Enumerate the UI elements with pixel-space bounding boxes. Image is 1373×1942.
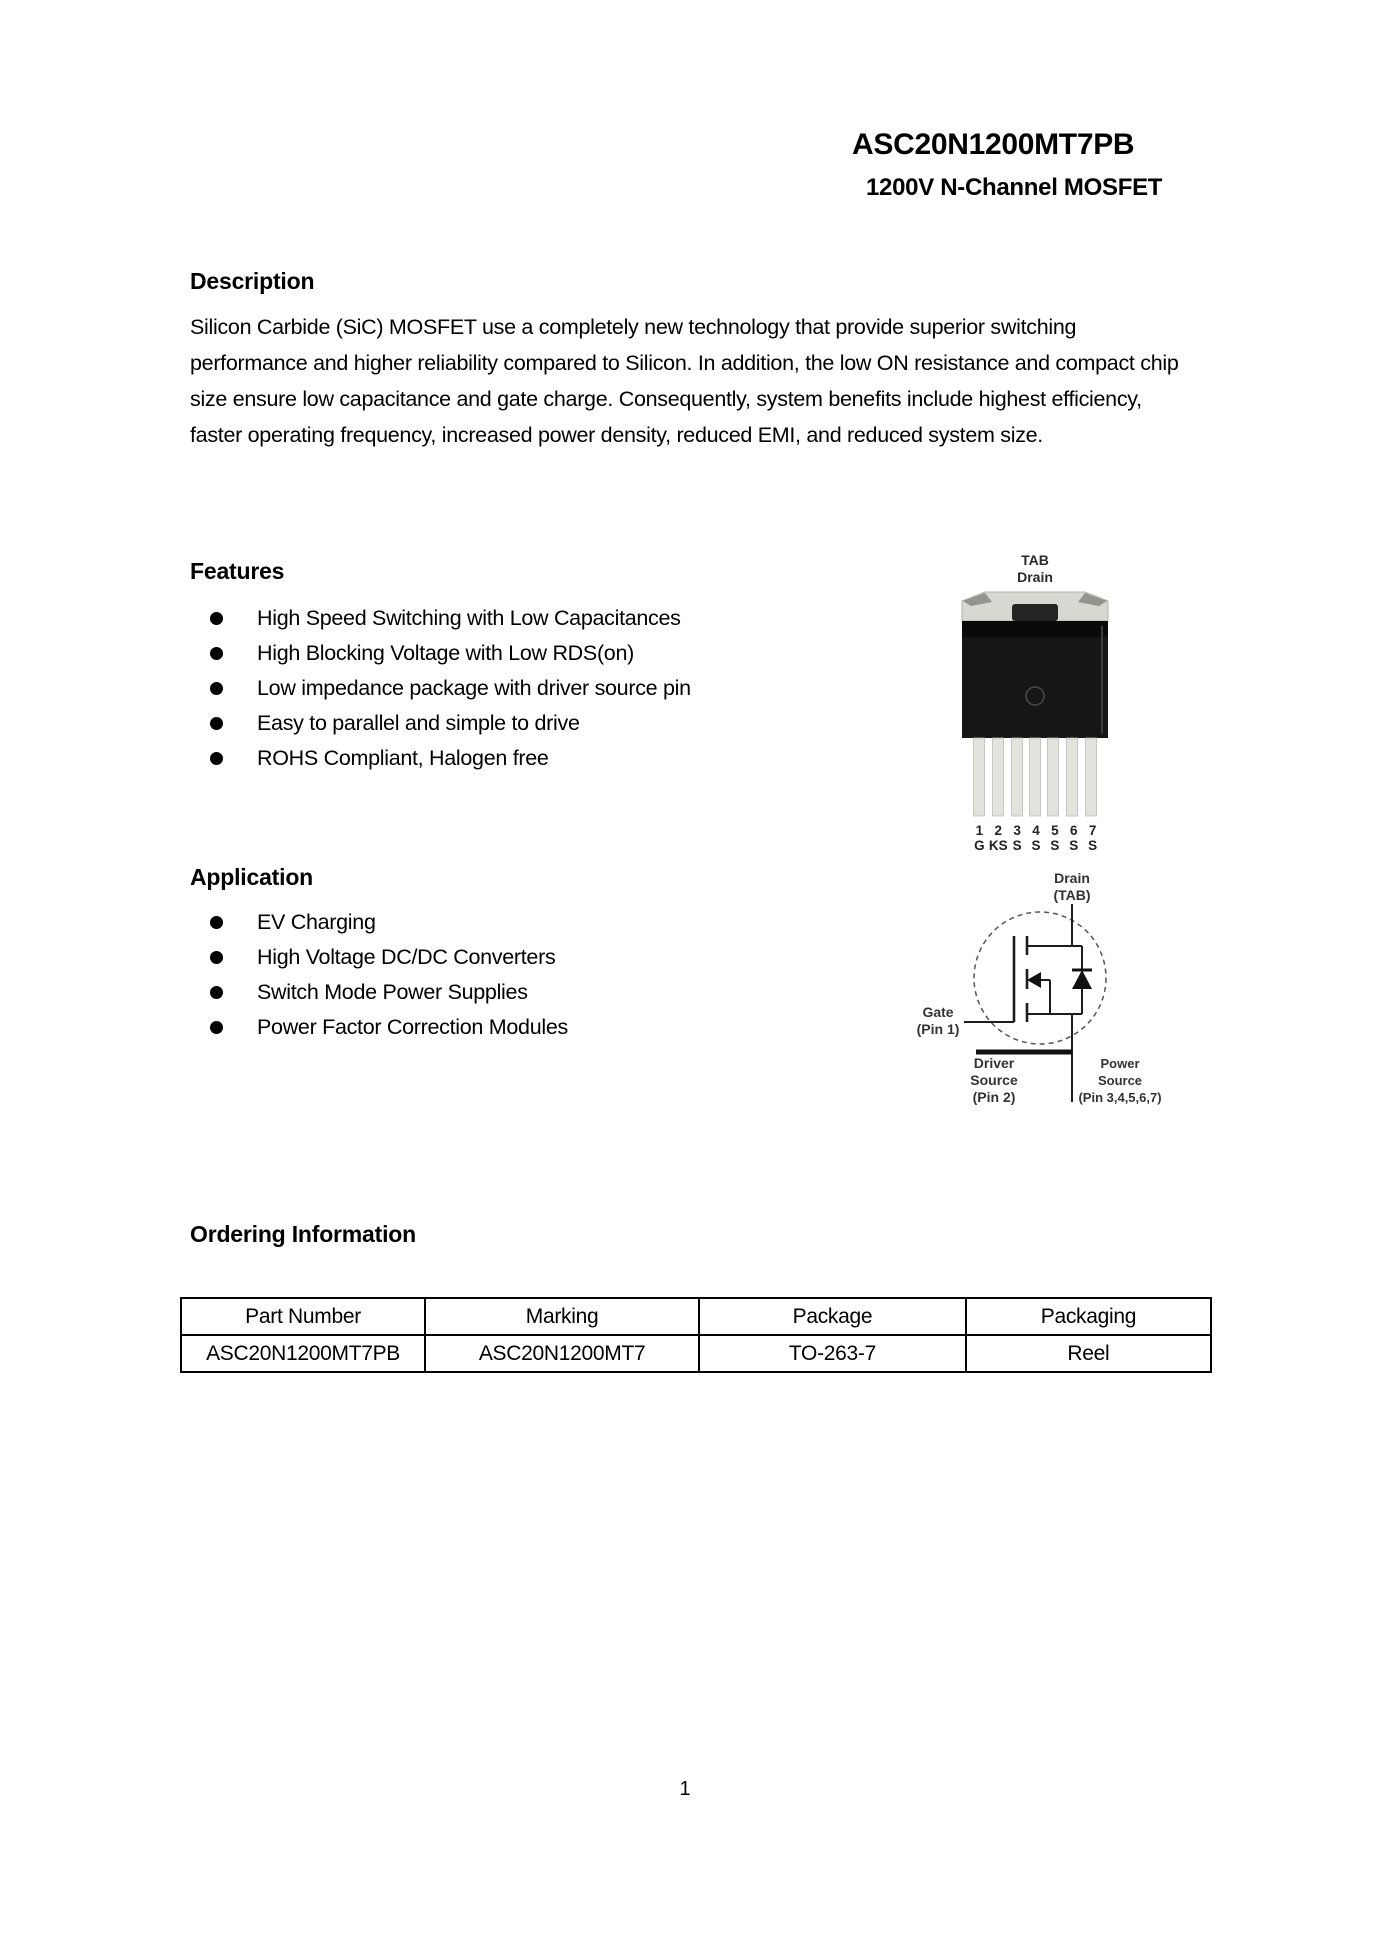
device-subtitle: 1200V N-Channel MOSFET [866,174,1163,201]
feature-list-item [210,606,691,630]
pin-label [989,823,1008,853]
section-heading-application: Application [190,864,314,890]
table-cell: ASC20N1200MT7 [425,1335,699,1372]
feature-text: ROHS Compliant, Halogen free [257,745,549,770]
package-drain-label: Drain [1017,569,1053,585]
page-number: 1 [679,1778,691,1800]
pin-name: S [1088,838,1098,853]
application-list-item [210,910,568,934]
table-cell: ASC20N1200MT7PB [181,1335,425,1372]
table-header-row [181,1298,1211,1335]
table-row [181,1335,1211,1372]
gate-pin-label [908,1004,968,1038]
description-paragraph: Silicon Carbide (SiC) MOSFET use a completely new technology that provide superior switching performance and higher reliability compared to Silicon. In addition, the low ON resistance and compact chip size ensure low capacitance and gate charge. Consequently, system benefits include highest efficiency, faster operating frequency, increased power density, reduced EMI, and reduced system size. [190,315,1179,447]
application-text: High Voltage DC/DC Converters [257,944,556,969]
part-number-title: ASC20N1200MT7PB [852,128,1135,161]
label-line: Source [1097,1073,1143,1088]
pin-number: 7 [1088,823,1097,838]
column-header: Part Number [181,1298,425,1335]
label-line: Power [1100,1056,1140,1071]
label-line: Source [970,1072,1018,1088]
bullet-icon [210,752,223,765]
pin-label [970,823,989,853]
application-text: Switch Mode Power Supplies [257,979,528,1004]
bullet-icon [210,682,223,695]
table-cell: Reel [966,1335,1211,1372]
mosfet-circuit-diagram [900,858,1180,1116]
feature-list-item [210,676,691,700]
feature-text: Easy to parallel and simple to drive [257,710,580,735]
label-line: (Pin 1) [916,1021,960,1037]
pin-name: S [1050,838,1060,853]
feature-text: High Speed Switching with Low Capacitances [257,605,681,630]
bullet-icon [210,647,223,660]
section-heading-features: Features [190,558,285,584]
pin-label [1045,823,1064,853]
section-heading-ordering: Ordering Information [190,1221,417,1247]
to-263-7-package-image [950,552,1120,853]
power-source-label [1070,1055,1170,1106]
pin-number: 5 [1051,823,1059,838]
application-text: EV Charging [257,909,376,934]
pin-labels-row [970,823,1102,853]
drain-tab-label [1037,870,1107,904]
section-heading-description: Description [190,268,315,294]
column-header: Package [699,1298,966,1335]
bullet-icon [210,951,223,964]
bullet-icon [210,1021,223,1034]
table-cell: TO-263-7 [699,1335,966,1372]
pin-label [1064,823,1083,853]
feature-list-item [210,711,691,735]
bullet-icon [210,717,223,730]
application-list-item [210,980,568,1004]
package-tab-label: TAB [1021,552,1049,568]
pin-name: S [1069,838,1079,853]
pin-label [1083,823,1102,853]
label-line: (TAB) [1053,887,1091,903]
label-line: (Pin 3,4,5,6,7) [1078,1090,1162,1105]
pin-number: 2 [994,823,1003,838]
pin-name: KS [988,838,1008,853]
bullet-icon [210,986,223,999]
application-list-item [210,1015,568,1039]
bullet-icon [210,612,223,625]
application-text: Power Factor Correction Modules [257,1014,568,1039]
feature-text: High Blocking Voltage with Low RDS(on) [257,640,634,665]
label-line: Drain [1054,870,1090,886]
features-list [210,606,691,781]
package-drawing [950,590,1120,820]
pin-number: 6 [1069,823,1078,838]
driver-source-label [950,1055,1038,1106]
pin-label [1027,823,1046,853]
application-list-item [210,945,568,969]
pin-number: 1 [975,823,984,838]
column-header: Marking [425,1298,699,1335]
label-line: Gate [922,1004,954,1020]
pin-name: G [974,838,985,853]
application-list [210,910,568,1050]
bullet-icon [210,916,223,929]
column-header: Packaging [966,1298,1211,1335]
pin-number: 4 [1032,823,1040,838]
pin-number: 3 [1013,823,1021,838]
feature-list-item [210,641,691,665]
pin-name: S [1012,838,1022,853]
pin-label [1008,823,1027,853]
feature-list-item [210,746,691,770]
feature-text: Low impedance package with driver source pin [257,675,691,700]
ordering-table [180,1297,1212,1373]
label-line: (Pin 2) [972,1089,1016,1105]
label-line: Driver [973,1055,1015,1071]
pin-name: S [1031,838,1041,853]
